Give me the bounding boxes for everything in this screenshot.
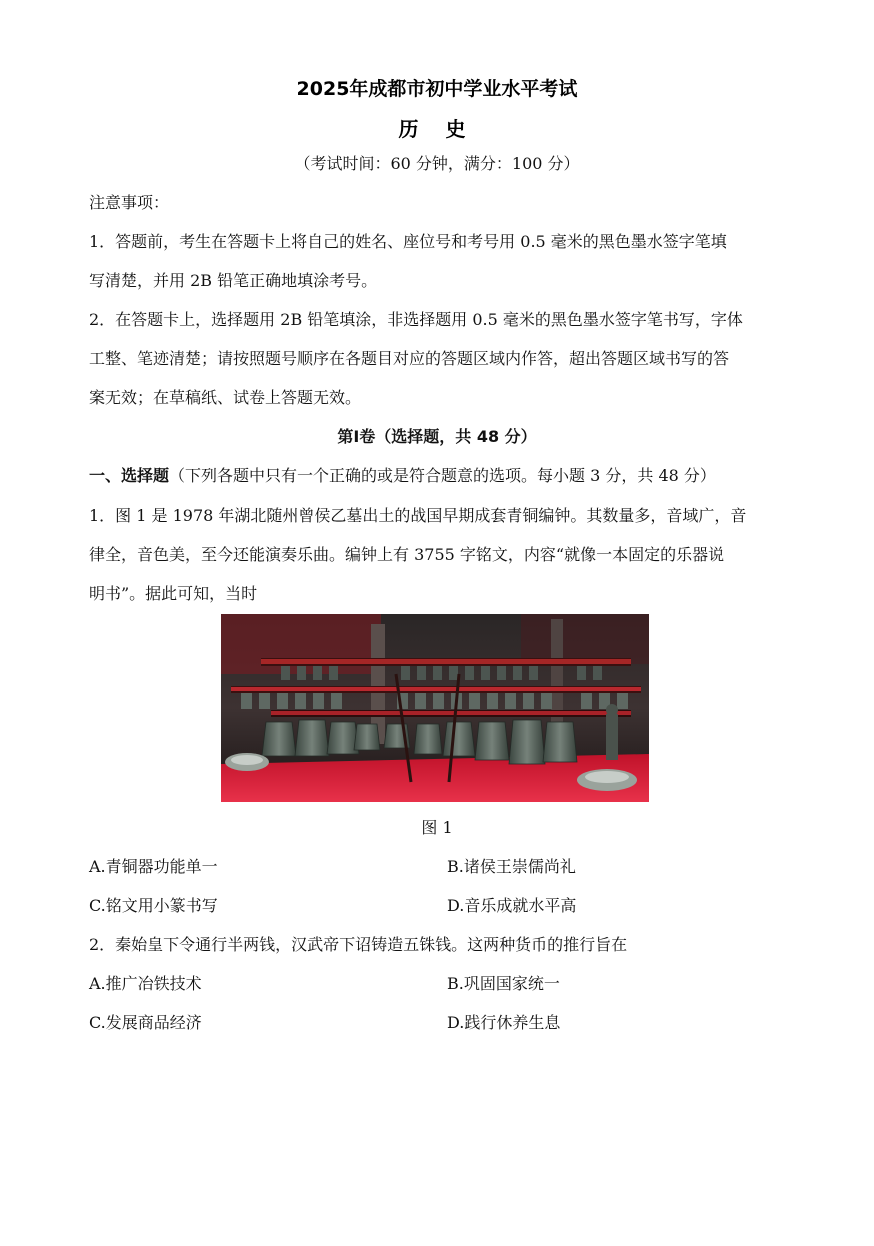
notice-heading: 注意事项： bbox=[89, 193, 170, 212]
q1-option-c: C.铭文用小篆书写 bbox=[89, 896, 218, 915]
q1-stem-line-3: 明书”。据此可知，当时 bbox=[89, 584, 258, 603]
q1-option-b: B.诸侯王崇儒尚礼 bbox=[447, 857, 576, 876]
q2-option-d: D.践行休养生息 bbox=[447, 1013, 561, 1032]
part-label: 一、选择题 bbox=[89, 466, 170, 485]
q1-option-a: A.青铜器功能单一 bbox=[89, 857, 218, 876]
q1-stem-line-2: 律全，音色美，至今还能演奏乐曲。编钟上有 3755 字铭文，内容“就像一本固定的乐器说 bbox=[89, 545, 725, 564]
subject-title: 历 史 bbox=[398, 117, 476, 141]
q2-stem: 2．秦始皇下令通行半两钱，汉武帝下诏铸造五铢钱。这两种货币的推行旨在 bbox=[89, 935, 628, 954]
exam-title: 2025年成都市初中学业水平考试 bbox=[296, 78, 578, 100]
part-description: （下列各题中只有一个正确的或是符合题意的选项。每小题 3 分，共 48 分） bbox=[169, 466, 716, 485]
exam-info: （考试时间：60 分钟，满分：100 分） bbox=[294, 154, 580, 173]
q2-option-a: A.推广冶铁技术 bbox=[89, 974, 202, 993]
section-title: 第Ⅰ卷（选择题，共 48 分） bbox=[337, 427, 537, 446]
bronze-bells-photo bbox=[221, 614, 649, 802]
notice-item-2-line-3: 案无效；在草稿纸、试卷上答题无效。 bbox=[89, 388, 362, 407]
notice-item-1-line-1: 1．答题前，考生在答题卡上将自己的姓名、座位号和考号用 0.5 毫米的黑色墨水签字笔填 bbox=[89, 232, 727, 251]
q1-stem-line-1: 1．图 1 是 1978 年湖北随州曾侯乙墓出土的战国早期成套青铜编钟。其数量多，音域广，音 bbox=[89, 506, 747, 525]
notice-item-2-line-1: 2．在答题卡上，选择题用 2B 铅笔填涂，非选择题用 0.5 毫米的黑色墨水签字笔书写，字体 bbox=[89, 310, 743, 329]
figure-caption: 图 1 bbox=[421, 818, 453, 837]
notice-item-2-line-2: 工整、笔迹清楚；请按照题号顺序在各题目对应的答题区域内作答，超出答题区域书写的答 bbox=[89, 349, 730, 368]
q2-option-b: B.巩固国家统一 bbox=[447, 974, 560, 993]
q2-option-c: C.发展商品经济 bbox=[89, 1013, 202, 1032]
q1-option-d: D.音乐成就水平高 bbox=[447, 896, 577, 915]
notice-item-1-line-2: 写清楚，并用 2B 铅笔正确地填涂考号。 bbox=[89, 271, 378, 290]
part-heading bbox=[89, 466, 789, 486]
